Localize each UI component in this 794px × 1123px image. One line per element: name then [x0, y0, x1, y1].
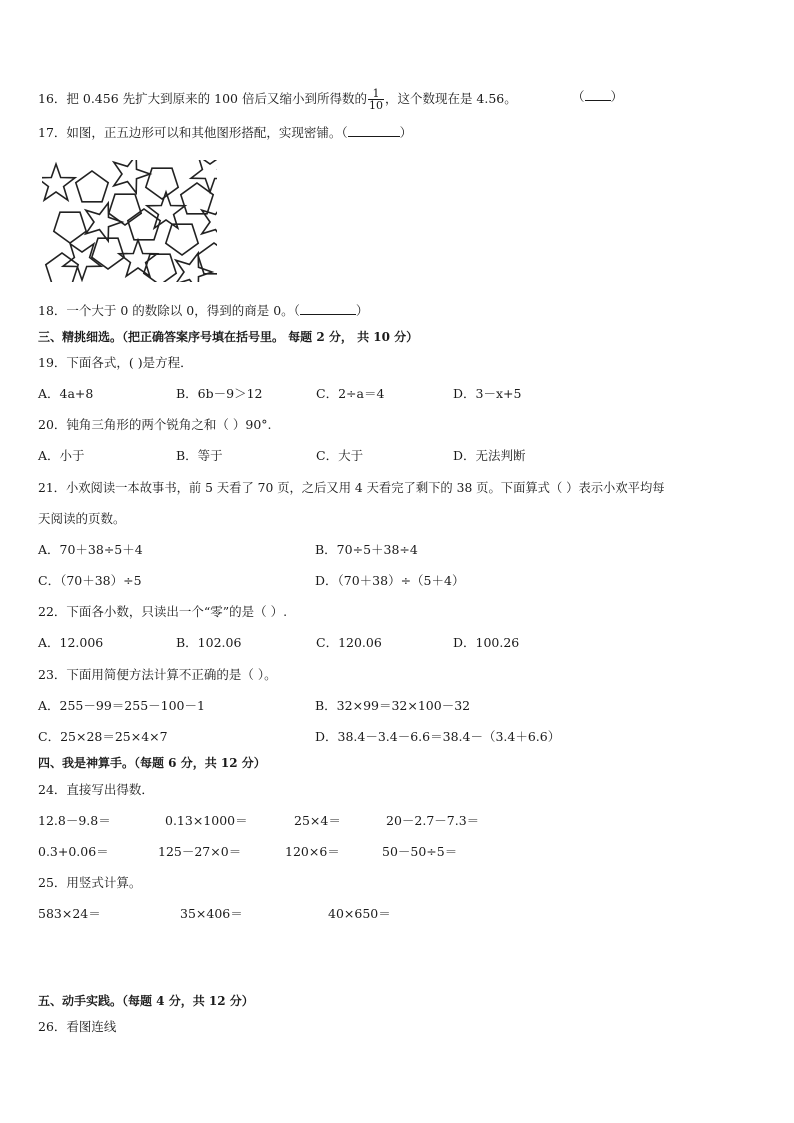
q22-option-a[interactable]: A．12.006: [38, 635, 104, 650]
q20-option-b[interactable]: B．等于: [176, 448, 223, 463]
q22-option-b[interactable]: B．102.06: [176, 635, 242, 650]
q16-blank-line: [585, 88, 611, 101]
q25-item-3[interactable]: 40×650＝: [328, 906, 391, 921]
section-5-heading: 五、动手实践。（每题 4 分，共 12 分）: [38, 994, 254, 1008]
q20-option-a[interactable]: A．小于: [38, 448, 85, 463]
q24-row2-item-2[interactable]: 125－27×0＝: [158, 844, 242, 859]
q25-item-2[interactable]: 35×406＝: [180, 906, 243, 921]
star-shape: [86, 203, 122, 241]
q18-text: 18．一个大于 0 的数除以 0，得到的商是 0。（: [38, 303, 300, 318]
q24-row1-item-4[interactable]: 20－2.7－7.3＝: [386, 813, 480, 828]
question-26: 26．看图连线: [38, 1019, 117, 1034]
question-19: 19．下面各式，( )是方程．: [38, 355, 193, 370]
q18-paren-close: ）: [355, 303, 369, 318]
question-16: [38, 88, 517, 111]
star-shape: [114, 160, 150, 193]
star-shape: [176, 253, 212, 282]
q16-fraction-numerator: 1: [368, 88, 384, 100]
q23-option-c[interactable]: C．25×28＝25×4×7: [38, 729, 168, 744]
pentagon-shape: [166, 224, 198, 255]
question-24: 24．直接写出得数．: [38, 782, 154, 797]
star-shape: [147, 192, 185, 228]
q25-item-1[interactable]: 583×24＝: [38, 906, 101, 921]
star-shape: [63, 244, 101, 280]
q23-option-d[interactable]: D．38.4－3.4－6.6＝38.4－（3.4＋6.6）: [315, 729, 561, 744]
question-21-line-2: 天阅读的页数。: [38, 511, 126, 526]
pentagon-shape: [144, 254, 176, 282]
q24-row1-item-2[interactable]: 0.13×1000＝: [165, 813, 248, 828]
q20-option-c[interactable]: C．大于: [316, 448, 364, 463]
tiling-shapes: [42, 160, 217, 282]
q16-text-before: 16．把 0.456 先扩大到原来的 100 倍后又缩小到所得数的: [38, 91, 367, 106]
question-18: [38, 302, 368, 320]
q21-option-b[interactable]: B．70÷5＋38÷4: [315, 542, 418, 557]
q16-fraction: [368, 88, 384, 111]
q17-answer-blank[interactable]: [348, 124, 400, 137]
pentagon-shape: [109, 194, 141, 225]
q19-option-b[interactable]: B．6b－9＞12: [176, 386, 263, 401]
q16-paren-close: ）: [610, 89, 624, 104]
question-20: 20．钝角三角形的两个锐角之和（ ）90°.: [38, 417, 272, 432]
q20-option-d[interactable]: D．无法判断: [453, 448, 526, 463]
q21-option-c[interactable]: C．（70＋38）÷5: [38, 573, 142, 588]
pentagon-shape: [198, 243, 217, 274]
q24-row2-item-1[interactable]: 0.3+0.06＝: [38, 844, 109, 859]
q19-option-c[interactable]: C．2÷a＝4: [316, 386, 385, 401]
q24-row2-item-4[interactable]: 50－50÷5＝: [382, 844, 458, 859]
star-shape: [119, 240, 157, 276]
pentagon-shape: [76, 171, 108, 202]
q19-option-a[interactable]: A．4a+8: [38, 386, 94, 401]
q16-text-after: ，这个数现在是 4.56。: [384, 91, 517, 106]
q21-option-a[interactable]: A．70＋38÷5＋4: [38, 542, 143, 557]
q18-answer-blank[interactable]: [300, 302, 356, 315]
pentagon-shape: [146, 168, 178, 199]
q21-option-d[interactable]: D．（70＋38）÷（5＋4）: [315, 573, 465, 588]
q19-option-d[interactable]: D．3－x+5: [453, 386, 522, 401]
question-25: 25．用竖式计算。: [38, 875, 142, 890]
pentagon-shape: [54, 212, 86, 243]
q16-fraction-denominator: 10: [368, 99, 383, 112]
question-17: [38, 124, 412, 142]
q24-row2-item-3[interactable]: 120×6＝: [285, 844, 340, 859]
q24-row1-item-3[interactable]: 25×4＝: [294, 813, 341, 828]
question-21-line-1: 21．小欢阅读一本故事书，前 5 天看了 70 页，之后又用 4 天看完了剩下的 38 页。下面算式（ ）表示小欢平均每: [38, 481, 665, 495]
question-22: 22．下面各小数，只读出一个“零”的是（ ）.: [38, 604, 288, 619]
q24-row1-item-1[interactable]: 12.8－9.8＝: [38, 813, 111, 828]
pentagon-tiling-figure: [42, 160, 217, 282]
section-4-heading: 四、我是神算手。（每题 6 分，共 12 分）: [38, 756, 266, 770]
q23-option-a[interactable]: A．255－99＝255－100－1: [38, 698, 205, 713]
q17-text: 17．如图，正五边形可以和其他图形搭配，实现密铺。（: [38, 125, 348, 140]
q16-answer-blank[interactable]: [572, 88, 623, 106]
section-3-heading: 三、精挑细选。（把正确答案序号填在括号里。 每题 2 分， 共 10 分）: [38, 330, 419, 344]
q17-paren-close: ）: [399, 125, 413, 140]
question-23: 23．下面用简便方法计算不正确的是（ ）。: [38, 667, 277, 682]
star-shape: [42, 164, 75, 200]
q22-option-d[interactable]: D．100.26: [453, 635, 520, 650]
q22-option-c[interactable]: C．120.06: [316, 635, 382, 650]
q23-option-b[interactable]: B．32×99＝32×100－32: [315, 698, 471, 713]
q16-paren-open: （: [572, 89, 585, 104]
